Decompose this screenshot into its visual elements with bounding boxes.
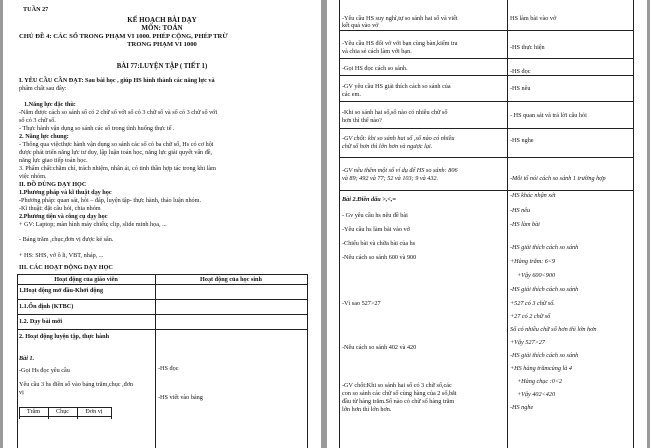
student-step: -Mỗi tổ nói cách so sánh 1 trường hợp: [510, 175, 606, 182]
student-step: -HS viết vào bảng: [158, 394, 203, 401]
student-step: +Vậy 527>27: [510, 339, 545, 346]
subheading: 2. Năng lực chung:: [19, 133, 69, 140]
body-line: + GV: Laptop; màn hình máy chiếu; clip, slide minh họa, ...: [19, 221, 167, 228]
body-line: - Thực hành vận dụng so sánh các số trong tình huống thực tế .: [19, 125, 175, 132]
exercise-1-label: Bài 1.: [19, 355, 35, 362]
teacher-step: -Gọi Hs đọc yêu cầu: [19, 367, 70, 374]
teacher-step: hơn thì thế nào?: [342, 117, 382, 124]
teacher-step: -GV nêu thêm một số ví dụ để HS so sánh: 806: [342, 167, 458, 174]
student-step: Số có nhiều chữ số hơn thì lớn hơn: [510, 326, 597, 333]
mini-header-tens: Chục: [55, 408, 70, 415]
student-step: -HS nêu: [510, 85, 531, 92]
teacher-step: các em.: [342, 91, 361, 98]
teacher-step: -Gọi HS đọc cách so sánh.: [342, 65, 408, 72]
teacher-conclusion: lớn hơn thì lớn hơn.: [342, 406, 392, 413]
doc-title: KẾ HOẠCH BÀI DẠY: [127, 16, 197, 24]
body-line: phẩm chất sau đây:: [19, 85, 67, 92]
theme-line-2: TRONG PHẠM VI 1000: [127, 41, 197, 48]
student-step: -HS đọc: [158, 365, 179, 372]
student-step: +Vậy 402<420: [517, 391, 556, 398]
teacher-step: vị: [19, 389, 24, 396]
teacher-conclusion: -GV chốt:Khi so sánh hai số có 3 chữ số,các: [342, 382, 452, 389]
table-row: 1.Hoạt động mở đầu-Khởi động: [19, 287, 104, 294]
teacher-step: chữ số hơn thì lớn hơn và ngược lại.: [342, 143, 433, 150]
student-step: -HS làm bài: [510, 221, 540, 228]
teacher-step: -Chiếu bài và chữa bài của hs: [342, 240, 416, 247]
student-step: +527 có 3 chữ số.: [510, 300, 555, 307]
student-step: HS làm bài vào vở: [510, 15, 557, 22]
page-left: [3, 0, 321, 448]
teacher-step: -Khi so sánh hai số,số nào có nhiều chữ số: [342, 109, 448, 116]
student-step: -HS nghe: [510, 137, 534, 144]
body-line: + HS: SHS, vở ô li, VBT, nháp, ...: [19, 252, 104, 259]
section-activities: III. CÁC HOẠT ĐỘNG DẠY HỌC: [19, 264, 113, 271]
teacher-step: -Nêu cách so sánh 402 và 420: [342, 344, 417, 351]
student-step: -HS đọc: [510, 68, 531, 75]
student-step: +Vậy 600<900: [517, 272, 556, 279]
table-header-teacher: Hoạt động của giáo viên: [54, 276, 118, 283]
mini-header-hundreds: Trăm: [26, 408, 41, 415]
page-right: [327, 0, 647, 448]
body-line: việc nhóm.: [19, 173, 47, 180]
teacher-conclusion: con so sánh các chữ số cùng hàng của 2 số,bắt: [342, 390, 457, 397]
body-line: -Phương pháp: quan sát, hỏi – đáp, luyện tập- thực hành, thảo luận nhóm.: [19, 197, 201, 204]
theme-line-1: CHỦ ĐỀ 4: CÁC SỐ TRONG PHẠM VI 1000. PHÉP CỘNG, PHÉP TRỪ: [19, 33, 228, 40]
student-step: +HS hàng trămcùng là 4: [510, 365, 572, 372]
doc-subject: MÔN: TOÁN: [141, 24, 183, 32]
teacher-step: kết quả vào vở: [342, 22, 379, 29]
student-step: -HS nghe: [510, 404, 534, 411]
table-row: 1.1.Ổn định (KTBC): [19, 303, 74, 310]
teacher-step: -GV chốt: khi so sánh hai số ,số nào có nhiều: [342, 135, 455, 142]
student-step: +Hàng chục :0<2: [517, 378, 563, 385]
body-line: được phát triển năng lực tư duy, lập luận toán học, năng lực giải quyết vấn đề,: [19, 149, 213, 156]
teacher-step: - Gv yêu cầu hs nêu đề bài: [342, 212, 408, 219]
body-line: -Nắm được cách so sánh số có 2 chữ số với số có 3 chữ số và số có 3 chữ số với: [19, 109, 218, 116]
student-step: -HS giải thích cách so sánh: [510, 244, 579, 251]
student-step: +27 có 2 chữ số: [510, 313, 551, 320]
teacher-step: và 89; 492 và 77; 52 và 103; 9 và 432.: [342, 175, 439, 182]
student-step: +Hàng trăm: 6<9: [510, 258, 556, 265]
student-step: -HS nêu: [510, 207, 531, 214]
table-row: 2. Hoạt động luyện tập, thực hành: [19, 333, 110, 340]
subheading: 1.Phương pháp và kĩ thuật dạy học: [19, 189, 112, 196]
teacher-step: -Vì sao 527>27: [342, 300, 381, 307]
table-row: 1.2. Dạy bài mới: [19, 318, 63, 325]
body-line: 3. Phẩm chất:chăm chỉ, trách nhiệm, nhân ái, có tinh thần hợp tác trong khi làm: [19, 165, 216, 172]
lesson-title: BÀI 77:LUYỆN TẬP ( TIẾT 1): [116, 63, 208, 70]
student-step: -HS giải thích cách so sánh: [510, 286, 579, 293]
table-header-student: Hoạt động của học sinh: [200, 276, 262, 283]
week-label: TUẦN 27: [23, 6, 49, 13]
body-line: năng lực giao tiếp toán học.: [19, 157, 88, 164]
student-step: -HS thực hiện: [510, 44, 545, 51]
section-equipment: II. ĐỒ DÙNG DẠY HỌC: [19, 181, 87, 188]
teacher-step: -Yêu cầu hs làm bài vào vở: [342, 226, 410, 233]
teacher-step: -Yêu cầu HS đổi vở với bạn cùng bàn,kiểm tra: [342, 40, 458, 47]
section-requirements: I. YÊU CẦU CẦN ĐẠT: Sau bài học , giúp HS hình thành các năng lực và: [19, 77, 215, 84]
body-line: - Bảng trăm ,chục,đơn vị được kẻ sẵn.: [19, 236, 114, 243]
mini-header-units: Đơn vị: [85, 408, 103, 415]
teacher-step: -GV yêu cầu HS giải thích cách so sánh của: [342, 83, 451, 90]
teacher-step: và chia sẻ cách làm với bạn.: [342, 48, 412, 55]
body-line: -Kĩ thuật: đặt câu hỏi, chia nhóm: [19, 205, 101, 212]
student-step: -HS khác nhận xét: [510, 192, 556, 199]
teacher-step: -Yêu cầu HS suy nghĩ,tự so sánh hai số và viết: [342, 15, 458, 22]
student-step: - HS quan sát và trả lời câu hỏi: [510, 112, 587, 119]
student-step: -HS giải thích cách so sánh: [510, 352, 579, 359]
body-line: số có 3 chữ số.: [19, 117, 56, 124]
subheading: 1.Năng lực đặc thù:: [24, 101, 76, 108]
exercise-2-label: Bài 2.Điền dấu >,<,=: [342, 196, 396, 203]
teacher-step: -Nêu cách so sánh 600 và 900: [342, 254, 417, 261]
subheading: 2.Phương tiện và công cụ dạy học: [19, 213, 108, 220]
body-line: - Thông qua việcthực hành vận dụng so sánh các số có ba chữ số, Hs có cơ hội: [19, 141, 214, 148]
teacher-step: Yêu cầu 3 hs điền số vào bảng trăm,chục ,đơn: [19, 381, 134, 388]
teacher-conclusion: đầu từ hàng trăm.Số nào có chữ số hàng trăm: [342, 398, 455, 405]
